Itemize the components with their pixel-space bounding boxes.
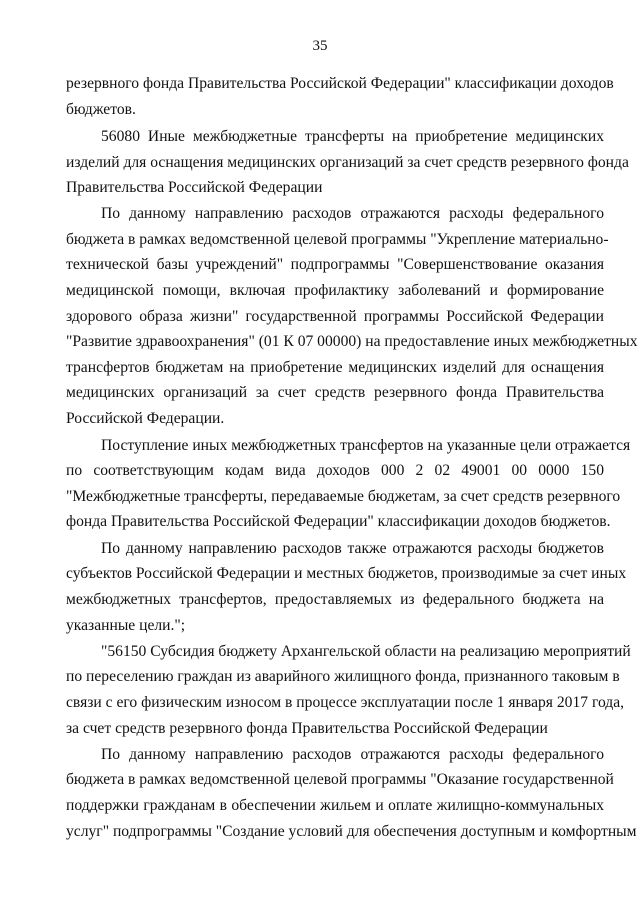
- text-line: указанные цели.";: [66, 617, 186, 634]
- text-line: поддержки гражданам в обеспечении жильем и оплате жилищно-коммунальных: [66, 797, 604, 814]
- text-line: бюджетов.: [66, 101, 136, 118]
- text-line: услуг" подпрограммы "Создание условий для обеспечения доступным и комфортным: [66, 823, 637, 840]
- paragraph-first-line: 56080 Иные межбюджетные трансферты на приобретение медицинских: [101, 128, 604, 145]
- text-line: трансфертов бюджетам на приобретение медицинских изделий для оснащения: [66, 359, 604, 376]
- text-line: резервного фонда Правительства Российской Федерации" классификации доходов: [66, 75, 614, 92]
- page-number: 35: [312, 38, 328, 54]
- paragraph-first-line: По данному направлению расходов отражаются расходы федерального: [101, 205, 604, 222]
- text-line: субъектов Российской Федерации и местных бюджетов, производимые за счет иных: [66, 565, 627, 582]
- text-line: по переселению граждан из аварийного жилищного фонда, признанного таковым в: [66, 668, 620, 685]
- paragraph-first-line: Поступление иных межбюджетных трансфертов на указанные цели отражается: [101, 437, 631, 454]
- text-line: здорового образа жизни" государственной программы Российской Федерации: [66, 308, 604, 325]
- text-line: медицинской помощи, включая профилактику заболеваний и формирование: [66, 282, 604, 299]
- text-line: Правительства Российской Федерации: [66, 179, 323, 196]
- text-line: медицинских организаций за счет средств резервного фонда Правительства: [66, 384, 604, 401]
- text-line: за счет средств резервного фонда Правительства Российской Федерации: [66, 720, 548, 737]
- text-line: бюджета в рамках ведомственной целевой программы "Оказание государственной: [66, 771, 614, 788]
- paragraph-first-line: По данному направлению расходов отражаются расходы федерального: [101, 746, 604, 763]
- text-line: межбюджетных трансфертов, предоставляемых из федерального бюджета на: [66, 591, 604, 608]
- text-line: Российской Федерации.: [66, 410, 225, 427]
- text-line: технической базы учреждений" подпрограммы "Совершенствование оказания: [66, 256, 604, 273]
- text-line: связи с его физическим износом в процессе эксплуатации после 1 января 2017 года,: [66, 694, 625, 711]
- paragraph-first-line: "56150 Субсидия бюджету Архангельской области на реализацию мероприятий: [101, 643, 631, 660]
- paragraph-first-line: По данному направлению расходов также отражаются расходы бюджетов: [101, 540, 604, 557]
- text-line: фонда Правительства Российской Федерации" классификации доходов бюджетов.: [66, 513, 611, 530]
- text-line: бюджета в рамках ведомственной целевой программы "Укрепление материально-: [66, 231, 609, 248]
- text-line: "Межбюджетные трансферты, передаваемые бюджетам, за счет средств резервного: [66, 488, 621, 505]
- text-line: изделий для оснащения медицинских организаций за счет средств резервного фонда: [66, 154, 629, 171]
- text-line: "Развитие здравоохранения" (01 К 07 00000) на предоставление иных межбюджетных: [66, 333, 638, 350]
- text-line: по соответствующим кодам вида доходов 000 2 02 49001 00 0000 150: [66, 462, 604, 479]
